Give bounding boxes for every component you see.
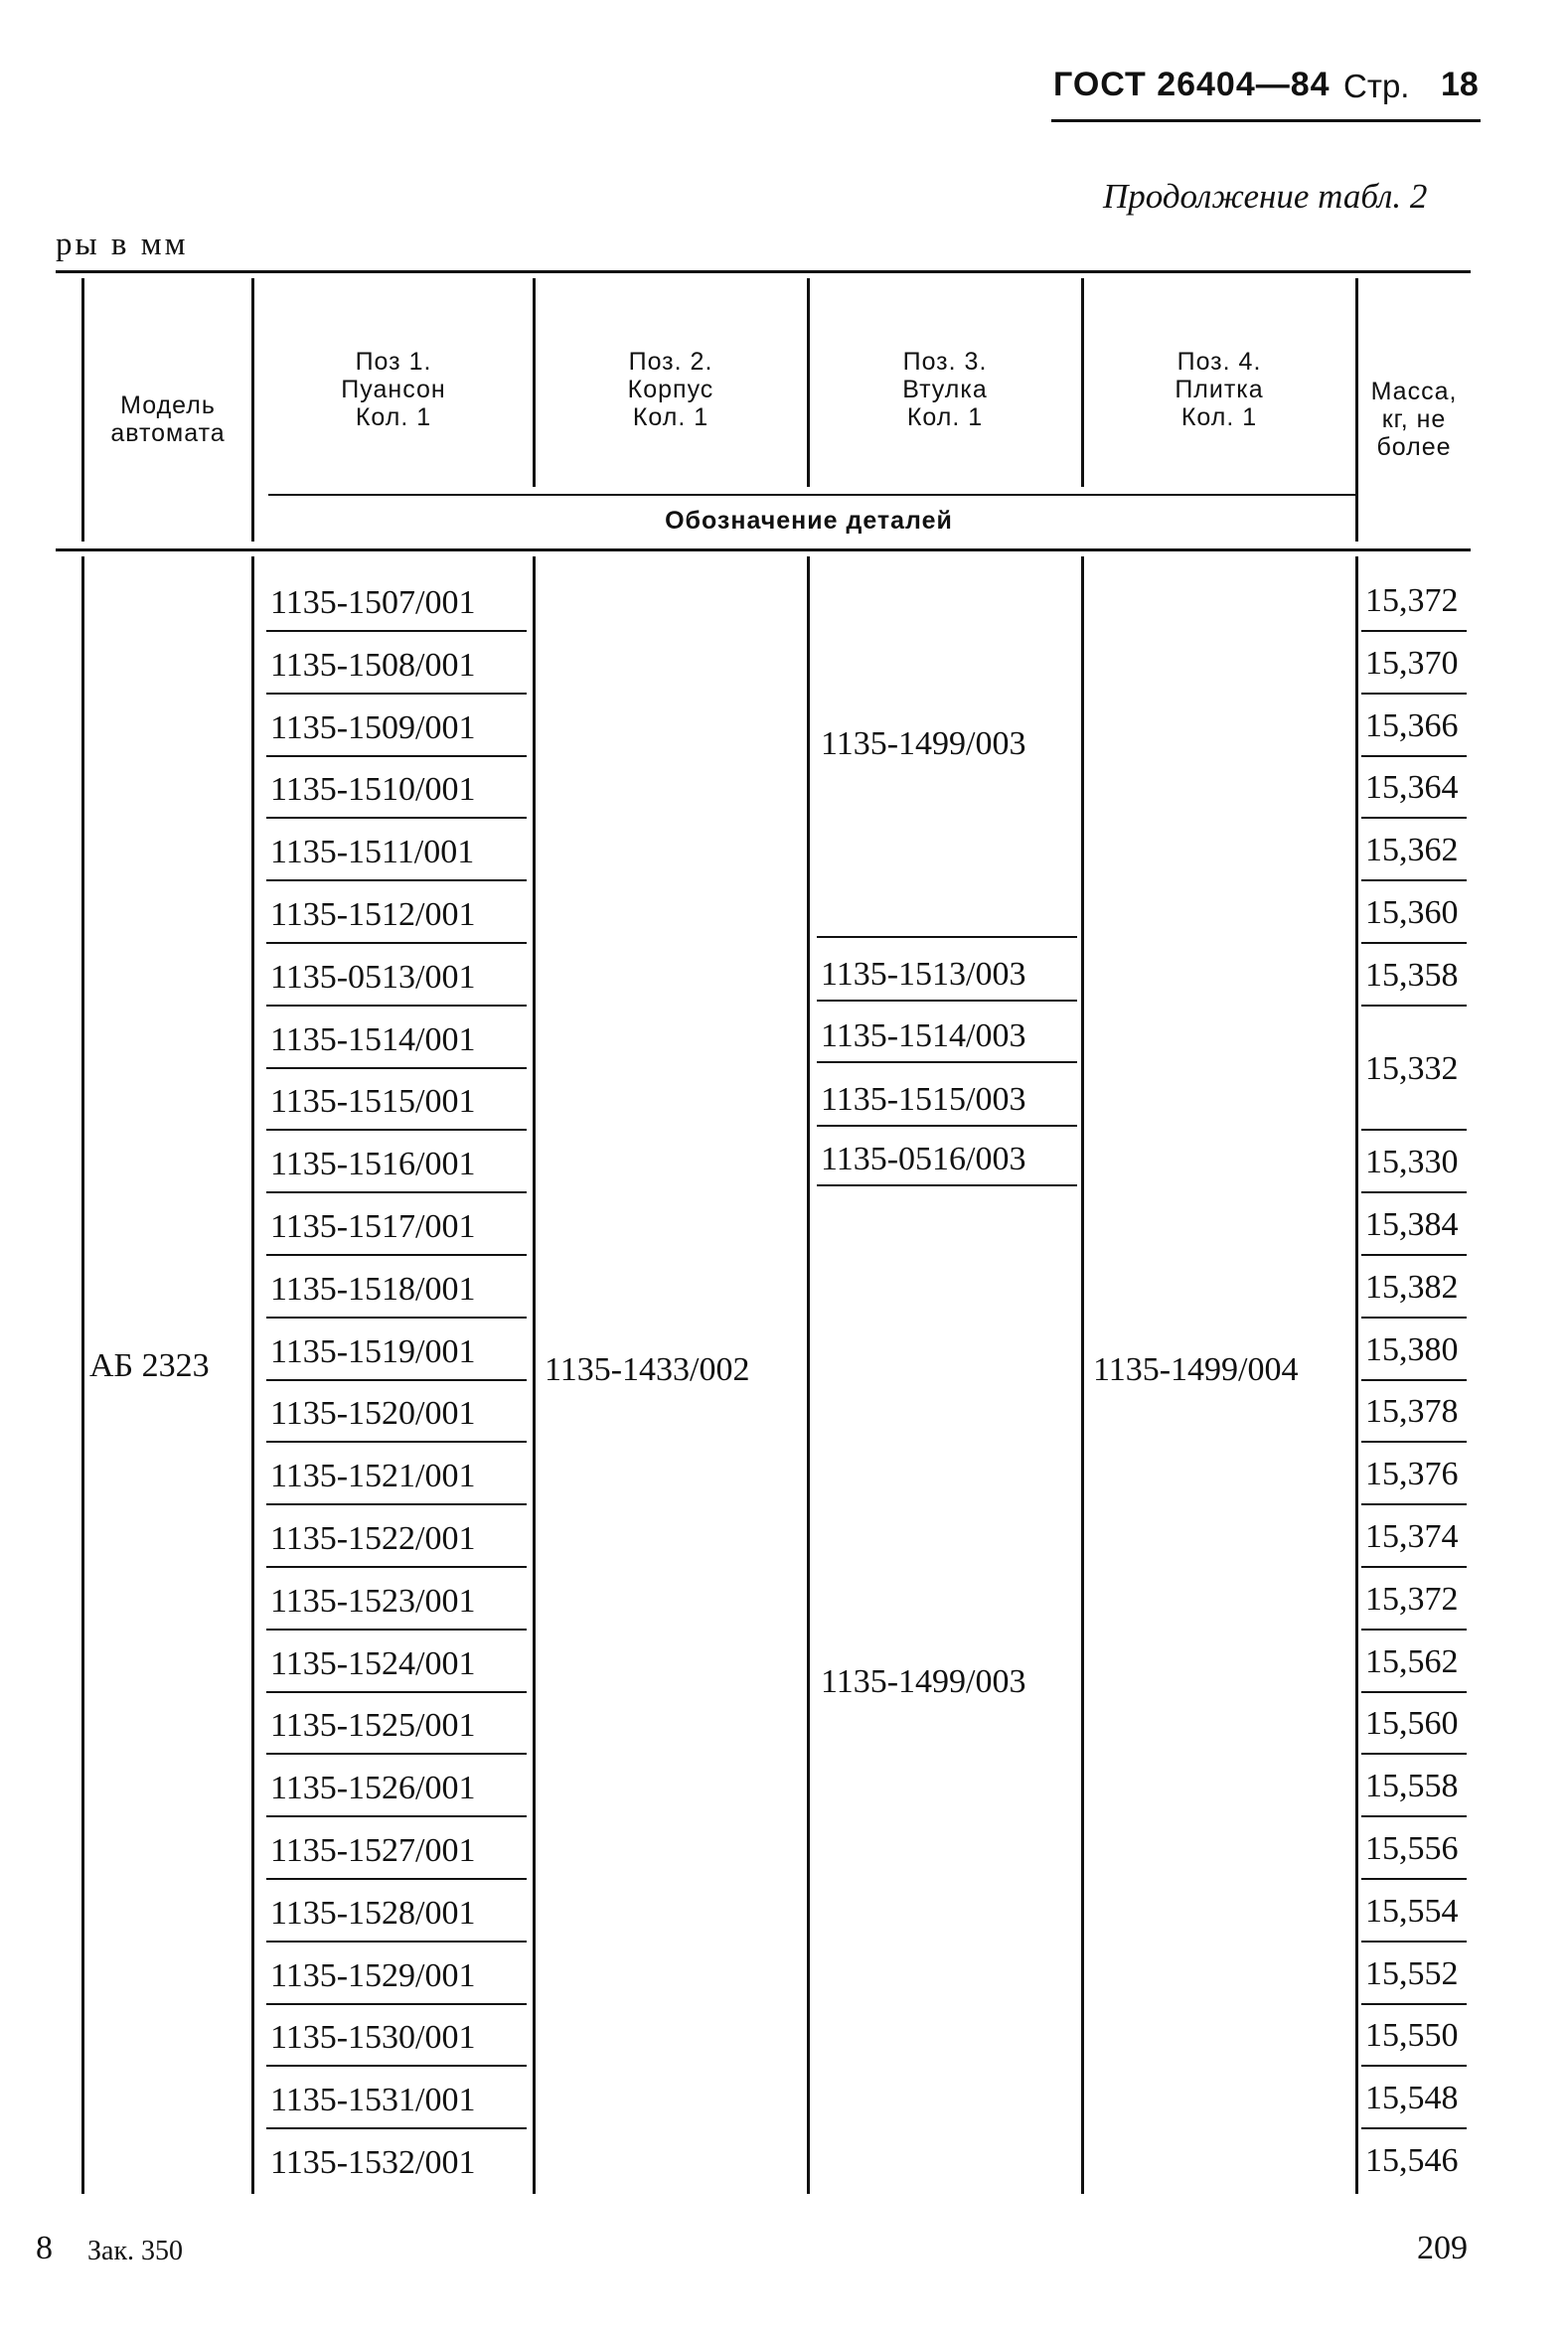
pos1-rule xyxy=(266,942,527,944)
col-divider xyxy=(81,278,84,542)
mass-rule xyxy=(1361,1441,1467,1443)
pos3-rule xyxy=(817,1061,1077,1063)
pos3-rule xyxy=(817,1000,1077,1002)
mass-value: 15,550 xyxy=(1365,2017,1459,2055)
pos1-rule xyxy=(266,2065,527,2067)
col-header-model: Модель автомата xyxy=(110,391,226,447)
page-label: Стр. xyxy=(1343,68,1410,104)
pos1-rule xyxy=(266,1566,527,1568)
pos3-rule xyxy=(817,1125,1077,1127)
mass-value: 15,382 xyxy=(1365,1268,1459,1306)
units-note: ры в мм xyxy=(56,227,189,262)
mass-rule xyxy=(1361,879,1467,881)
mass-rule xyxy=(1361,1941,1467,1943)
col-header-pos2: Поз. 2. Корпус Кол. 1 xyxy=(627,348,714,431)
mass-value: 15,558 xyxy=(1365,1768,1459,1805)
pos1-rule xyxy=(266,1129,527,1131)
pos1-code: 1135-1527/001 xyxy=(270,1832,476,1869)
mass-value: 15,554 xyxy=(1365,1892,1459,1930)
pos1-code: 1135-1522/001 xyxy=(270,1520,476,1557)
pos1-code: 1135-1530/001 xyxy=(270,2019,476,2057)
mass-rule xyxy=(1361,1878,1467,1880)
col-divider xyxy=(251,278,254,542)
pos3-rule xyxy=(817,1184,1077,1186)
mass-value: 15,366 xyxy=(1365,706,1459,744)
pos1-rule xyxy=(266,1691,527,1693)
pos1-code: 1135-1507/001 xyxy=(270,584,476,621)
pos3-cell: 1135-1499/003 xyxy=(821,1663,1026,1700)
mass-rule xyxy=(1361,693,1467,695)
pos3-cell: 1135-1513/003 xyxy=(821,956,1026,993)
pos1-rule xyxy=(266,2003,527,2005)
col-divider xyxy=(533,278,536,487)
pos1-code: 1135-1519/001 xyxy=(270,1332,476,1370)
footer-sheet-number: 8 xyxy=(36,2230,53,2266)
mass-rule xyxy=(1361,2003,1467,2005)
document-code: ГОСТ 26404—84 xyxy=(1053,66,1331,103)
pos4-cell: 1135-1499/004 xyxy=(1093,1351,1299,1388)
pos1-code: 1135-0513/001 xyxy=(270,958,476,996)
col-divider xyxy=(1355,556,1358,2194)
pos1-rule xyxy=(266,693,527,695)
mass-rule xyxy=(1361,1691,1467,1693)
pos1-code: 1135-1520/001 xyxy=(270,1395,476,1433)
col-header-pos4: Поз. 4. Плитка Кол. 1 xyxy=(1175,348,1264,431)
pos1-code: 1135-1518/001 xyxy=(270,1270,476,1308)
pos1-code: 1135-1528/001 xyxy=(270,1894,476,1932)
pos1-rule xyxy=(266,755,527,757)
mass-value: 15,364 xyxy=(1365,769,1459,807)
mass-rule xyxy=(1361,1379,1467,1381)
mass-value: 15,362 xyxy=(1365,832,1459,869)
pos1-rule xyxy=(266,1379,527,1381)
mass-value: 15,332 xyxy=(1365,1050,1459,1087)
mass-value: 15,548 xyxy=(1365,2080,1459,2117)
mass-value: 15,546 xyxy=(1365,2142,1459,2179)
pos1-rule xyxy=(266,817,527,819)
mass-rule xyxy=(1361,942,1467,944)
mass-value: 15,330 xyxy=(1365,1144,1459,1181)
pos1-code: 1135-1521/001 xyxy=(270,1458,476,1495)
model-cell: АБ 2323 xyxy=(89,1347,210,1384)
pos1-code: 1135-1509/001 xyxy=(270,708,476,746)
mass-value: 15,380 xyxy=(1365,1330,1459,1368)
page-number: 18 xyxy=(1441,66,1479,103)
mass-rule xyxy=(1361,1815,1467,1817)
mass-rule xyxy=(1361,2127,1467,2129)
col-divider xyxy=(1081,556,1084,2194)
table-continuation-caption: Продолжение табл. 2 xyxy=(1103,177,1428,216)
mass-value: 15,384 xyxy=(1365,1206,1459,1243)
col-divider xyxy=(807,556,810,2194)
mass-rule xyxy=(1361,1254,1467,1256)
pos1-code: 1135-1532/001 xyxy=(270,2144,476,2181)
pos1-code: 1135-1526/001 xyxy=(270,1770,476,1807)
mass-rule xyxy=(1361,2065,1467,2067)
col-divider xyxy=(533,556,536,2194)
col-divider xyxy=(807,278,810,487)
pos1-rule xyxy=(266,1815,527,1817)
pos1-rule xyxy=(266,1629,527,1631)
mass-value: 15,552 xyxy=(1365,1954,1459,1992)
mass-value: 15,370 xyxy=(1365,644,1459,682)
pos1-rule xyxy=(266,630,527,632)
pos1-code: 1135-1516/001 xyxy=(270,1146,476,1183)
mass-value: 15,562 xyxy=(1365,1642,1459,1680)
mass-rule xyxy=(1361,1317,1467,1319)
mass-value: 15,360 xyxy=(1365,894,1459,931)
pos1-rule xyxy=(266,1941,527,1943)
mass-rule xyxy=(1361,1129,1467,1131)
subheader-rule xyxy=(268,494,1355,496)
pos3-cell: 1135-1499/003 xyxy=(821,725,1026,762)
pos1-rule xyxy=(266,879,527,881)
pos3-cell: 1135-1515/003 xyxy=(821,1081,1026,1118)
header-bottom-rule xyxy=(56,548,1471,551)
mass-value: 15,376 xyxy=(1365,1456,1459,1493)
footer-page-number: 209 xyxy=(1417,2230,1468,2266)
pos2-cell: 1135-1433/002 xyxy=(545,1351,750,1388)
col-divider xyxy=(1081,278,1084,487)
details-designation-header: Обозначение деталей xyxy=(665,507,953,535)
col-divider xyxy=(1355,278,1358,542)
col-header-pos3: Поз. 3. Втулка Кол. 1 xyxy=(902,348,988,431)
col-header-pos1: Поз 1. Пуансон Кол. 1 xyxy=(341,348,446,431)
mass-value: 15,372 xyxy=(1365,582,1459,619)
pos1-code: 1135-1525/001 xyxy=(270,1707,476,1745)
pos1-code: 1135-1523/001 xyxy=(270,1582,476,1620)
pos1-code: 1135-1531/001 xyxy=(270,2082,476,2119)
mass-rule xyxy=(1361,1629,1467,1631)
mass-value: 15,374 xyxy=(1365,1518,1459,1555)
mass-rule xyxy=(1361,755,1467,757)
pos1-code: 1135-1529/001 xyxy=(270,1956,476,1994)
pos1-rule xyxy=(266,1067,527,1069)
pos1-code: 1135-1511/001 xyxy=(270,834,475,871)
pos1-code: 1135-1508/001 xyxy=(270,646,476,684)
pos1-code: 1135-1514/001 xyxy=(270,1020,476,1058)
pos1-rule xyxy=(266,1191,527,1193)
pos3-rule xyxy=(817,936,1077,938)
pos1-code: 1135-1524/001 xyxy=(270,1644,476,1682)
mass-rule xyxy=(1361,1005,1467,1007)
mass-rule xyxy=(1361,630,1467,632)
footer-order-number: Зак. 350 xyxy=(87,2236,184,2266)
mass-rule xyxy=(1361,817,1467,819)
pos1-rule xyxy=(266,1878,527,1880)
mass-value: 15,560 xyxy=(1365,1705,1459,1743)
pos1-rule xyxy=(266,1005,527,1007)
pos1-rule xyxy=(266,1317,527,1319)
mass-value: 15,372 xyxy=(1365,1580,1459,1618)
mass-value: 15,378 xyxy=(1365,1393,1459,1431)
col-divider xyxy=(81,556,84,2194)
pos1-rule xyxy=(266,1254,527,1256)
mass-rule xyxy=(1361,1753,1467,1755)
pos1-code: 1135-1512/001 xyxy=(270,896,476,933)
pos1-rule xyxy=(266,1441,527,1443)
mass-value: 15,556 xyxy=(1365,1830,1459,1867)
col-divider xyxy=(251,556,254,2194)
pos1-code: 1135-1515/001 xyxy=(270,1083,476,1121)
pos1-code: 1135-1510/001 xyxy=(270,771,476,809)
header-rule xyxy=(1051,119,1481,122)
pos1-code: 1135-1517/001 xyxy=(270,1208,476,1245)
pos1-rule xyxy=(266,1503,527,1505)
mass-rule xyxy=(1361,1191,1467,1193)
pos1-rule xyxy=(266,1753,527,1755)
table-top-rule xyxy=(56,270,1471,273)
col-header-mass: Масса, кг, не более xyxy=(1370,378,1458,461)
mass-value: 15,358 xyxy=(1365,956,1459,994)
mass-rule xyxy=(1361,1503,1467,1505)
mass-rule xyxy=(1361,1566,1467,1568)
pos3-cell: 1135-0516/003 xyxy=(821,1141,1026,1177)
pos3-cell: 1135-1514/003 xyxy=(821,1017,1026,1054)
pos1-rule xyxy=(266,2127,527,2129)
